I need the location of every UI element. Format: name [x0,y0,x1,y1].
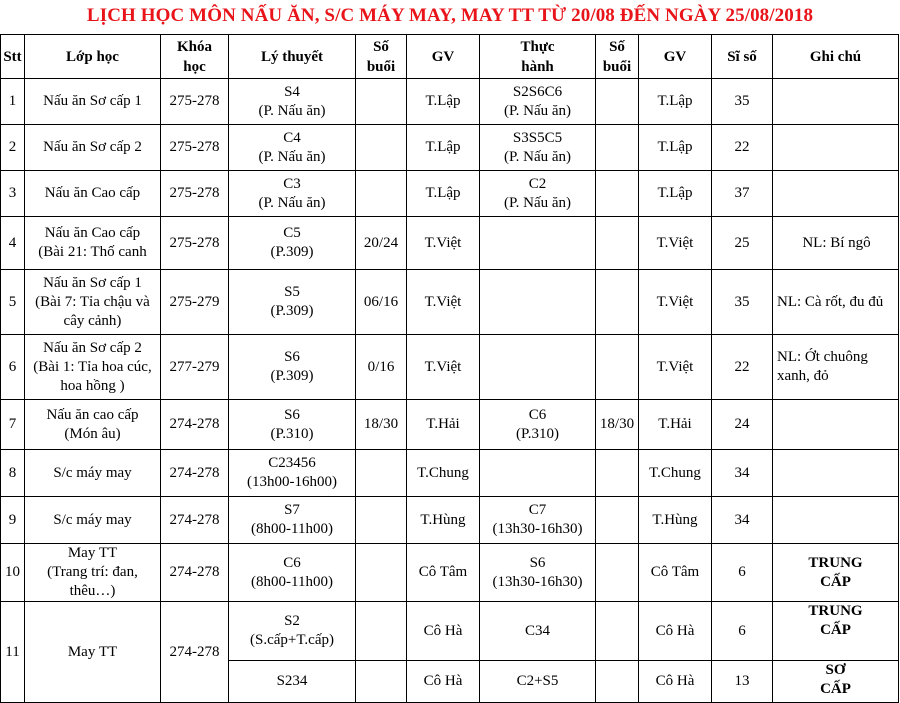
cell-ghi-chu [773,171,899,217]
cell-stt: 10 [1,544,25,602]
header-ghi-chu: Ghi chú [773,35,899,79]
cell-so-buoi-lt: 20/24 [356,217,407,270]
cell-khoa-hoc: 274-278 [161,602,229,703]
cell-gv-lt: Cô Tâm [407,544,480,602]
cell-si-so: 35 [712,79,773,125]
cell-si-so: 37 [712,171,773,217]
header-thuc-hanh: Thực hành [480,35,596,79]
cell-ghi-chu: NL: Ớt chuông xanh, đỏ [773,335,899,400]
cell-gv-lt: T.Hải [407,400,480,450]
cell-lop-hoc: Nấu ăn Sơ cấp 2 (Bài 1: Tỉa hoa cúc, hoa hồng ) [25,335,161,400]
cell-khoa-hoc: 274-278 [161,544,229,602]
cell-gv-th: T.Lập [639,79,712,125]
cell-thuc-hanh: C2+S5 [480,661,596,703]
cell-ly-thuyet: S4 (P. Nấu ăn) [229,79,356,125]
header-khoa-hoc: Khóa học [161,35,229,79]
cell-so-buoi-th [596,79,639,125]
cell-thuc-hanh: C7 (13h30-16h30) [480,497,596,544]
cell-gv-th: T.Việt [639,270,712,335]
cell-ghi-chu [773,497,899,544]
cell-so-buoi-lt [356,79,407,125]
cell-khoa-hoc: 274-278 [161,497,229,544]
table-row [1,335,899,400]
cell-ghi-chu: NL: Bí ngô [773,217,899,270]
cell-ly-thuyet: C3 (P. Nấu ăn) [229,171,356,217]
cell-lop-hoc: May TT [25,602,161,703]
header-so-buoi-lt: Số buổi [356,35,407,79]
cell-gv-lt: T.Lập [407,125,480,171]
cell-so-buoi-th [596,661,639,703]
cell-gv-th: T.Chung [639,450,712,497]
cell-gv-lt: T.Lập [407,171,480,217]
cell-stt: 4 [1,217,25,270]
cell-gv-lt: T.Chung [407,450,480,497]
cell-lop-hoc: S/c máy may [25,497,161,544]
header-ly-thuyet: Lý thuyết [229,35,356,79]
cell-gv-th: T.Lập [639,171,712,217]
cell-ly-thuyet: S2 (S.cấp+T.cấp) [229,602,356,661]
cell-thuc-hanh [480,450,596,497]
cell-thuc-hanh [480,217,596,270]
cell-ly-thuyet: C4 (P. Nấu ăn) [229,125,356,171]
table-row [1,497,899,544]
header-row [1,35,899,79]
cell-gv-lt: T.Việt [407,217,480,270]
cell-gv-th: T.Hải [639,400,712,450]
cell-gv-lt: Cô Hà [407,661,480,703]
cell-so-buoi-lt: 0/16 [356,335,407,400]
cell-si-so: 25 [712,217,773,270]
cell-stt: 7 [1,400,25,450]
cell-lop-hoc: Nấu ăn Cao cấp [25,171,161,217]
cell-khoa-hoc: 275-278 [161,217,229,270]
cell-so-buoi-lt: 18/30 [356,400,407,450]
cell-so-buoi-lt [356,125,407,171]
cell-gv-th: Cô Hà [639,661,712,703]
cell-ly-thuyet: S234 [229,661,356,703]
cell-lop-hoc: Nấu ăn Sơ cấp 1 [25,79,161,125]
cell-stt: 1 [1,79,25,125]
page-title: LỊCH HỌC MÔN NẤU ĂN, S/C MÁY MAY, MAY TT TỪ 20/08 ĐẾN NGÀY 25/08/2018 [86,5,814,26]
cell-khoa-hoc: 274-278 [161,400,229,450]
cell-stt: 9 [1,497,25,544]
cell-gv-lt: T.Việt [407,270,480,335]
cell-khoa-hoc: 275-279 [161,270,229,335]
cell-stt: 6 [1,335,25,400]
cell-si-so: 6 [712,544,773,602]
header-gv-lt: GV [407,35,480,79]
table-row [1,79,899,125]
cell-si-so: 34 [712,450,773,497]
cell-lop-hoc: Nấu ăn Cao cấp (Bài 21: Thố canh [25,217,161,270]
table-row [1,602,899,661]
cell-si-so: 34 [712,497,773,544]
cell-so-buoi-th [596,270,639,335]
cell-ly-thuyet: S6 (P.309) [229,335,356,400]
cell-si-so: 6 [712,602,773,661]
cell-gv-lt: Cô Hà [407,602,480,661]
cell-stt: 5 [1,270,25,335]
cell-so-buoi-lt [356,602,407,661]
table-row [1,400,899,450]
cell-lop-hoc: Nấu ăn Sơ cấp 2 [25,125,161,171]
cell-ly-thuyet: C5 (P.309) [229,217,356,270]
cell-thuc-hanh [480,335,596,400]
cell-si-so: 22 [712,335,773,400]
table-row [1,450,899,497]
cell-so-buoi-th [596,335,639,400]
cell-so-buoi-lt: 06/16 [356,270,407,335]
cell-thuc-hanh: C2 (P. Nấu ăn) [480,171,596,217]
cell-so-buoi-th: 18/30 [596,400,639,450]
cell-so-buoi-lt [356,171,407,217]
cell-ghi-chu [773,450,899,497]
cell-thuc-hanh: C34 [480,602,596,661]
header-so-buoi-th: Số buổi [596,35,639,79]
header-stt: Stt [1,35,25,79]
cell-gv-th: Cô Tâm [639,544,712,602]
cell-ghi-chu [773,400,899,450]
cell-so-buoi-th [596,450,639,497]
cell-khoa-hoc: 275-278 [161,79,229,125]
cell-si-so: 24 [712,400,773,450]
cell-ly-thuyet: C6 (8h00-11h00) [229,544,356,602]
cell-so-buoi-th [596,497,639,544]
cell-ghi-chu: TRUNG CẤP [773,602,899,661]
cell-gv-lt: T.Việt [407,335,480,400]
cell-khoa-hoc: 277-279 [161,335,229,400]
cell-stt: 2 [1,125,25,171]
cell-gv-th: T.Lập [639,125,712,171]
cell-ly-thuyet: S6 (P.310) [229,400,356,450]
cell-so-buoi-lt [356,544,407,602]
cell-si-so: 22 [712,125,773,171]
header-gv-th: GV [639,35,712,79]
cell-ly-thuyet: S7 (8h00-11h00) [229,497,356,544]
cell-so-buoi-lt [356,661,407,703]
cell-ghi-chu: TRUNG CẤP [773,544,899,602]
cell-lop-hoc: May TT (Trang trí: đan, thêu…) [25,544,161,602]
cell-ghi-chu: SƠ CẤP [773,661,899,703]
cell-so-buoi-th [596,171,639,217]
cell-so-buoi-th [596,544,639,602]
cell-so-buoi-lt [356,497,407,544]
cell-ghi-chu [773,125,899,171]
schedule-table [0,34,899,703]
cell-thuc-hanh [480,270,596,335]
cell-ghi-chu: NL: Cà rốt, đu đủ [773,270,899,335]
cell-si-so: 13 [712,661,773,703]
cell-gv-th: T.Hùng [639,497,712,544]
cell-thuc-hanh: S6 (13h30-16h30) [480,544,596,602]
table-row [1,544,899,602]
cell-stt: 3 [1,171,25,217]
cell-si-so: 35 [712,270,773,335]
cell-so-buoi-lt [356,450,407,497]
cell-ly-thuyet: S5 (P.309) [229,270,356,335]
cell-stt: 8 [1,450,25,497]
cell-khoa-hoc: 274-278 [161,450,229,497]
cell-gv-th: T.Việt [639,335,712,400]
table-row [1,217,899,270]
cell-gv-th: T.Việt [639,217,712,270]
cell-so-buoi-th [596,217,639,270]
cell-thuc-hanh: C6 (P.310) [480,400,596,450]
cell-thuc-hanh: S3S5C5 (P. Nấu ăn) [480,125,596,171]
cell-thuc-hanh: S2S6C6 (P. Nấu ăn) [480,79,596,125]
cell-lop-hoc: S/c máy may [25,450,161,497]
cell-ly-thuyet: C23456 (13h00-16h00) [229,450,356,497]
header-si-so: Sĩ số [712,35,773,79]
table-row [1,171,899,217]
cell-lop-hoc: Nấu ăn cao cấp (Món âu) [25,400,161,450]
cell-lop-hoc: Nấu ăn Sơ cấp 1 (Bài 7: Tỉa chậu và cây cảnh) [25,270,161,335]
cell-so-buoi-th [596,125,639,171]
table-row [1,125,899,171]
cell-ghi-chu [773,79,899,125]
cell-gv-lt: T.Lập [407,79,480,125]
cell-khoa-hoc: 275-278 [161,171,229,217]
cell-gv-th: Cô Hà [639,602,712,661]
header-lop-hoc: Lớp học [25,35,161,79]
cell-gv-lt: T.Hùng [407,497,480,544]
cell-stt: 11 [1,602,25,703]
cell-khoa-hoc: 275-278 [161,125,229,171]
cell-so-buoi-th [596,602,639,661]
table-row [1,270,899,335]
